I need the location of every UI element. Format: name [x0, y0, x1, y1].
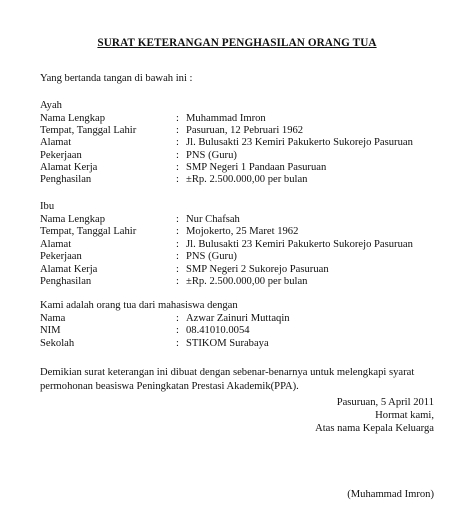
- field-value: Jl. Bulusakti 23 Kemiri Pakukerto Sukorejo Pasuruan: [186, 238, 413, 250]
- ayah-heading: Ayah: [40, 100, 62, 111]
- field-label: Alamat: [40, 238, 72, 250]
- field-colon: :: [176, 149, 179, 161]
- signature-on-behalf: Atas nama Kepala Keluarga: [315, 423, 434, 434]
- field-label: Sekolah: [40, 337, 75, 349]
- field-label: Alamat Kerja: [40, 263, 98, 275]
- field-label: Nama: [40, 313, 66, 324]
- field-colon: :: [176, 337, 179, 349]
- field-label: Pekerjaan: [40, 251, 82, 263]
- field-label: Tempat, Tanggal Lahir: [40, 226, 137, 238]
- field-value: ±Rp. 2.500.000,00 per bulan: [186, 276, 308, 287]
- document-title: SURAT KETERANGAN PENGHASILAN ORANG TUA: [97, 37, 377, 49]
- field-colon: :: [176, 251, 179, 263]
- field-label: Penghasilan: [40, 276, 92, 287]
- field-value: PNS (Guru): [186, 149, 237, 161]
- field-value: Muhammad Imron: [186, 113, 266, 124]
- field-colon: :: [176, 313, 179, 324]
- field-colon: :: [176, 174, 179, 185]
- field-colon: :: [176, 325, 179, 337]
- field-value: SMP Negeri 2 Sukorejo Pasuruan: [186, 263, 329, 275]
- mahasiswa-intro: Kami adalah orang tua dari mahasiswa dengan: [40, 300, 238, 311]
- field-value: SMP Negeri 1 Pandaan Pasuruan: [186, 161, 327, 173]
- field-value: 08.41010.0054: [186, 325, 250, 337]
- field-label: Nama Lengkap: [40, 214, 106, 225]
- field-colon: :: [176, 238, 179, 250]
- field-value: Nur Chafsah: [186, 214, 240, 225]
- field-value: Jl. Bulusakti 23 Kemiri Pakukerto Sukorejo Pasuruan: [186, 137, 413, 149]
- field-label: NIM: [40, 325, 61, 337]
- field-value: ±Rp. 2.500.000,00 per bulan: [186, 174, 308, 185]
- field-colon: :: [176, 161, 179, 173]
- intro-text: Yang bertanda tangan di bawah ini :: [40, 73, 193, 84]
- field-value: STIKOM Surabaya: [186, 337, 269, 349]
- field-colon: :: [176, 125, 179, 137]
- field-label: Pekerjaan: [40, 149, 82, 161]
- field-colon: :: [176, 226, 179, 238]
- field-colon: :: [176, 276, 179, 287]
- field-colon: :: [176, 113, 179, 124]
- field-label: Alamat: [40, 137, 72, 149]
- field-colon: :: [176, 137, 179, 149]
- field-value: PNS (Guru): [186, 251, 237, 263]
- signature-name: (Muhammad Imron): [347, 489, 434, 500]
- ibu-heading: Ibu: [40, 201, 55, 212]
- signature-greeting: Hormat kami,: [375, 410, 434, 421]
- field-value: Pasuruan, 12 Pebruari 1962: [186, 125, 304, 137]
- closing-line-1: Demikian surat keterangan ini dibuat dengan sebenar-benarnya untuk melengkapi syarat: [40, 367, 415, 378]
- field-colon: :: [176, 263, 179, 275]
- closing-line-2: permohonan beasiswa Peningkatan Prestasi Akademik(PPA).: [40, 381, 299, 392]
- signature-place-date: Pasuruan, 5 April 2011: [336, 397, 434, 408]
- field-colon: :: [176, 214, 179, 225]
- field-value: Azwar Zainuri Muttaqin: [186, 313, 290, 324]
- field-label: Nama Lengkap: [40, 113, 106, 124]
- field-label: Penghasilan: [40, 174, 92, 185]
- field-value: Mojokerto, 25 Maret 1962: [186, 226, 299, 238]
- field-label: Tempat, Tanggal Lahir: [40, 125, 137, 137]
- field-label: Alamat Kerja: [40, 161, 98, 173]
